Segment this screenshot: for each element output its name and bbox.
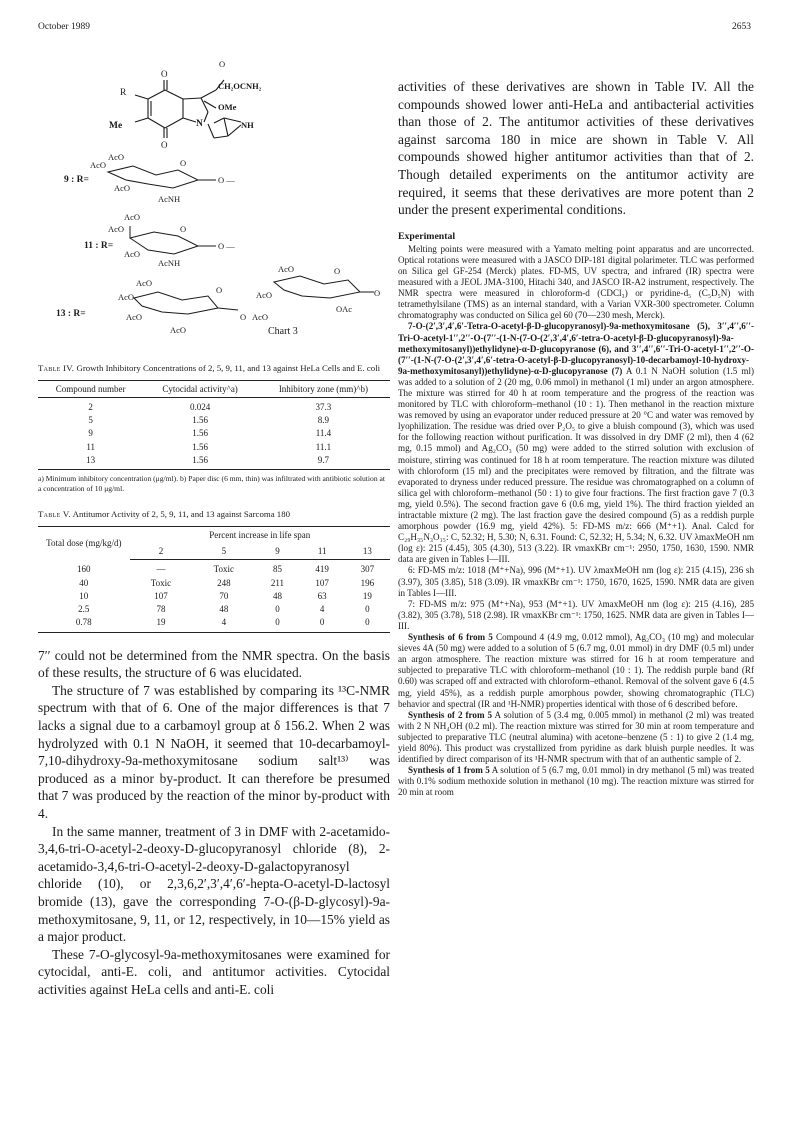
o-13-tail: O — [374, 288, 381, 298]
acO-9c: AcO — [114, 183, 131, 193]
cell: 9 — [88, 428, 93, 439]
table-row — [38, 414, 390, 427]
chart-3-caption: Chart 3 — [268, 326, 298, 337]
experimental-paragraph — [398, 321, 754, 565]
paragraph: The structure of 7 was established by comparing its ¹³C-NMR spectrum with that of 6. One of the major differences is that 7 lacks a signal due to a carbamoyl group at δ 156.2. When 2 was hydrolyzed with 0.1 N NaOH, it seemed that 10-decarbamoyl-7,10-dihydroxy-9a-methoxymitosane sodium salt¹³⁾ was produced as a minor by-product. It can therefore be presumed that 7 was produced by the reaction of the minor by-product with 4. — [38, 682, 390, 821]
table-4-footnote: a) Minimum inhibitory concentration (μg/ml). b) Paper disc (6 mm, thin) was infiltrated with antibiotic solution at a concentration of 10 μg/ml. — [38, 474, 385, 493]
cell: 1.56 — [192, 415, 208, 426]
acO-13b: AcO — [118, 292, 135, 302]
cell: 11 — [86, 441, 95, 452]
label-ome: OMe — [218, 102, 237, 112]
experimental-paragraph: Melting points were measured with a Yamato melting point apparatus and are uncorrected. Optical rotations were measured with a JASCO DIP-181 digital polarimeter. TLC was performed on Silica gel GF-254 (Merck) plates. FD-MS, UV spectra, and infrared (IR) spectra were measured with a JEOL JMA-3100, Hitachi 340, and JASCO IR-A2 instrument, respectively. The NMR spectra were measured in chloroform-d (CDCl₃) or pyridine-d₅ (C₅D₅N) with tetramethylsilane (TMS) as an internal standard, with a Varian VXR-300 spectrometer. Column chromatography was conducted on Silica gel 60 (70—230 mesh, Merck). — [398, 243, 754, 321]
acnh-9: AcNH — [158, 194, 181, 204]
cell: Toxic — [213, 564, 235, 575]
cell: 19 — [362, 590, 372, 601]
right-intro-text — [398, 78, 754, 219]
cell: 78 — [156, 604, 166, 615]
paragraph: In the same manner, treatment of 3 in DMF with 2-acetamido-3,4,6-tri-O-acetyl-2-deoxy-D-glucopyranosyl chloride (8), 2-acetamido-3,4,6-tri-O-acetyl-2-deoxy-D-galactopyranosyl chloride (10), or 2,3,6,2′,3′,4′,6′-hepta-O-acetyl-D-lactosyl bromide (13), gave the corresponding 7-O-(β-D-glycosyl)-9a-methoxymitosane, 9, 11, or 12, respectively, in 10—15% yield as a major product. — [38, 823, 390, 945]
right-column — [398, 78, 754, 798]
procedure-text: A 0.1 N NaOH solution (1.5 ml) was added to a solution of 2 (20 mg, 0.06 mmol) in methanol (1 ml) under an argon atmosphere. The mixture was stirred for 40 h at room temperature and the progress of the reaction was monitored by TLC with chloroform–methanol (10 : 1). Then methanol in the reaction mixture was removed by using an evaporator under reduced pressure at 20 °C and water was removed by lyophilization. The residue was dried over P₂O₅ to give a bluish compound (3), which was used for the following reaction without purification. It was dissolved in dry DMF (2 ml), then 4 (62 mg, 0.15 mmol) and Ag₂CO₃ (50 mg) were added to the stirred solution with exclusion of moisture, stirring was continued for 18 h at room temperature. The reaction mixture was diluted with chloroform (15 ml) and the precipitates were removed by filtration, and the filtrate was evaporated to dryness under reduced pressure. The residue was chromatographed on a column of silica gel with chloroform–methanol (50 : 1) to give four fractions. The first fraction gave 7 (0.3 mg, yield 0.5%). The second fraction gave 6 (0.6 mg, yield 1%). The third fraction yielded an intractable mixture (2 mg). The last fraction gave the desired compound (5) as a reddish purple amorphous powder (16.9 mg, yield 42%). 5: FD-MS m/z: 666 (M⁺+1). Anal. Calcd for C₂₉H₃₅N₃O₁₅: C, 52.32; H, 5.30; N, 6.31. Found: C, 52.32; H, 5.34; N, 6.32. UV λmaxMeOH nm (log ε): 215 (4.45), 305 (4.30), 513 (3.22). IR νmaxKBr cm⁻¹: 2950, 1750, 1630, 1590. NMR data are given in Tables I—III. — [398, 365, 754, 565]
cell: 107 — [154, 590, 168, 601]
table-5-col-9: 9 — [255, 543, 299, 560]
cell: 70 — [219, 590, 229, 601]
table-row — [38, 397, 390, 414]
cell: 2 — [88, 401, 93, 412]
synthesis-title: Synthesis of 2 from 5 — [408, 709, 493, 720]
cell: 1.56 — [192, 441, 208, 452]
table-row — [38, 603, 390, 616]
table-row — [38, 454, 390, 470]
acO-13f: AcO — [278, 264, 295, 274]
cell: 1.56 — [143, 454, 257, 470]
procedure-text: A solution of 5 (6.7 mg, 0.01 mmol) in dry methanol (5 ml) was treated with 0.1% sodium methoxide solution in methanol (10 mg). The reaction mixture was stirred for 20 min at room — [398, 765, 754, 798]
table-4-header-inhibitory: Inhibitory zone (mm)^b) — [257, 380, 390, 397]
label-carbamate-o: O — [219, 60, 226, 69]
acO-13c: AcO — [126, 312, 143, 322]
acO-13g: AcO — [256, 290, 273, 300]
acO-13d: AcO — [170, 325, 187, 335]
procedure-text: A solution of 5 (3.4 mg, 0.005 mmol) in methanol (2 ml) was treated with 2 N NH₄OH (0.2 ml). The reaction mixture was stirred for 30 min at room temperature and subjected to preparative TLC (neutral alumina) with acetone–benzene (5 : 1) to give 2 (1.4 mg, yield 80%). This product was crystallized from pyridine as dark bluish purple needles. It was identified by direct comparison of its ¹H-NMR spectrum with that of an authentic sample of 2. — [398, 709, 754, 765]
cell: 40 — [79, 577, 89, 588]
label-o-bottom: O — [161, 140, 168, 150]
table-4-caption-text: Growth Inhibitory Concentrations of 2, 5, 9, 11, and 13 against HeLa Cells and E. coli — [76, 363, 381, 373]
table-row — [38, 560, 390, 577]
o-13b: O — [334, 266, 341, 276]
cell: 85 — [272, 564, 282, 575]
cell: 0.78 — [38, 616, 130, 632]
table-4 — [38, 380, 390, 471]
cell: 4 — [192, 616, 255, 632]
paragraph: activities of these derivatives are shown in Table IV. All the compounds showed lower anti-HeLa and antibacterial activities than those of 2. The antitumor activities of these derivatives against sarcoma 180 in mice are shown in Table V. All compounds showed higher antitumor activities than that of 2. Though detailed experiments on the antitumor activity are required, it seems that these derivatives are more potent than 2 under the present experimental conditions. — [398, 79, 754, 218]
table-5-col-5: 5 — [192, 543, 255, 560]
cell: 10 — [79, 590, 89, 601]
table-5 — [38, 526, 390, 633]
paragraph: These 7-O-glycosyl-9a-methoxymitosanes were examined for cytocidal, anti-E. coli, and antitumor activities. Cytocidal activities against HeLa cells and anti-E. coli — [38, 946, 390, 997]
experimental-paragraph — [398, 632, 754, 710]
cell: 5 — [88, 415, 93, 426]
cell: 37.3 — [315, 401, 332, 412]
label-me: Me — [109, 121, 123, 131]
label-11: 11 : R= — [84, 241, 114, 251]
table-5-col-2: 2 — [130, 543, 193, 560]
cell: 13 — [38, 454, 143, 470]
chemical-structures-drawing — [38, 60, 390, 345]
cell: 0 — [345, 616, 390, 632]
experimental-paragraph — [398, 765, 754, 798]
label-nh: NH — [241, 120, 254, 130]
acO-11a: AcO — [124, 212, 141, 222]
table-row — [38, 441, 390, 454]
table-row — [38, 577, 390, 590]
table-row — [38, 616, 390, 632]
oac-13: OAc — [336, 304, 353, 314]
cell: 11.4 — [315, 428, 332, 439]
table-5-caption-text: Antitumor Activity of 2, 5, 9, 11, and 13 against Sarcoma 180 — [72, 509, 290, 520]
table-5-header-dose: Total dose (mg/kg/d) — [38, 526, 130, 560]
acO-11c: AcO — [124, 249, 141, 259]
o-13-link: O — [240, 312, 247, 322]
table-4-header-compound: Compound number — [38, 380, 143, 397]
table-5-block — [38, 509, 390, 632]
experimental-paragraph: 7: FD-MS m/z: 975 (M⁺+Na), 953 (M⁺+1). UV λmaxMeOH nm (log ε): 215 (4.16), 285 (3.82), 305 (3.78), 518 (2.98). IR νmaxKBr cm⁻¹: 1750, 1625. NMR data are given in Tables I—III. — [398, 598, 754, 631]
acO-9b: AcO — [108, 152, 125, 162]
label-o-top: O — [161, 69, 168, 79]
experimental-paragraph: 6: FD-MS m/z: 1018 (M⁺+Na), 996 (M⁺+1). UV λmaxMeOH nm (log ε): 215 (4.15), 236 sh (3.97), 305 (3.85), 518 (3.09). IR νmaxKBr cm⁻¹: 1750, 1670, 1625, 1590. NMR data are given in Tables I—III. — [398, 565, 754, 598]
table-5-col-13: 13 — [345, 543, 390, 560]
table-5-label: Table V. — [38, 509, 71, 520]
page-number: 2653 — [732, 22, 751, 32]
cell: 48 — [272, 590, 282, 601]
acO-13e: AcO — [252, 312, 269, 322]
cell: 196 — [360, 577, 375, 588]
cell: 0 — [255, 616, 299, 632]
label-9: 9 : R= — [64, 175, 89, 185]
table-row — [38, 427, 390, 440]
table-4-block — [38, 363, 390, 493]
cell: 2.5 — [78, 604, 90, 615]
cell: 63 — [317, 590, 327, 601]
cell: 419 — [315, 564, 329, 575]
cell: 11.1 — [315, 441, 332, 452]
cell: 9.7 — [257, 454, 390, 470]
cell: 107 — [315, 577, 329, 588]
cell: 160 — [77, 564, 91, 575]
cell: 48 — [219, 604, 229, 615]
cell: Toxic — [150, 577, 172, 588]
cell: 248 — [217, 577, 231, 588]
o-13a: O — [216, 285, 223, 295]
left-body-text — [38, 647, 390, 999]
label-carbamate: CH₂OCNH₂ — [218, 81, 262, 91]
cell: 307 — [360, 564, 375, 575]
sugar-11-drawing — [130, 226, 216, 254]
cell: 0.024 — [189, 401, 211, 412]
acO-9a: AcO — [90, 160, 107, 170]
experimental-paragraph — [398, 710, 754, 765]
paragraph: 7′′ could not be determined from the NMR spectra. On the basis of these results, the structure of 6 was elucidated. — [38, 647, 390, 681]
cell: 0 — [275, 604, 280, 615]
cell: 0 — [365, 604, 370, 615]
table-4-caption — [38, 363, 390, 374]
table-5-col-11: 11 — [300, 543, 345, 560]
compound-title: 7-O-(2′,3′,4′,6′-Tetra-O-acetyl-β-D-glucopyranosyl)-9a-methoxymitosane (5), 3′′,4′′,6′′-Tri-O-acetyl-1′′,2′′-O-(7′′-(1-N-(7-O-(2′,3′,4′,6′-tetra-O-acetyl-β-D-glucopyranosyl)-9a-methoxymitosanyl))ethylidyne)-α-D-glucopyranose (6), and 3′′,4′′,6′′-Tri-O-acetyl-1′′,2′′-O-(7′′-(1-N-(7-O-(2′,3′,4′,6′-tetra-O-acetyl-β-D-glucopyranosyl)-10-decarbamoyl-10-hydroxy-9a-methoxymitosanyl))ethylidyne)-α-D-glucopyranose (7) — [398, 321, 754, 376]
label-n: N — [196, 119, 203, 129]
dash-o-11: O — — [218, 241, 235, 251]
acnh-11: AcNH — [158, 258, 181, 268]
left-column — [38, 60, 390, 998]
cell: 8.9 — [317, 415, 330, 426]
cell: — — [156, 564, 166, 575]
dash-o-9: O — — [218, 175, 235, 185]
experimental-heading: Experimental — [398, 230, 456, 242]
table-4-label: Table IV. — [38, 363, 75, 373]
running-header-date: October 1989 — [38, 22, 90, 32]
procedure-text: Compound 4 (4.9 mg, 0.012 mmol), Ag₂CO₃ (10 mg) and molecular sieves 4A (50 mg) were added to a solution of 5 (6.7 mg, 0.01 mmol) in dry DMF (0.5 ml) under an argon atmosphere. The reaction mixture was stirred for 16 h at room temperature and subjected to preparative TLC with chloroform–methanol (10 : 1). The reddish purple band (Rf 0.60) was scraped off and extracted with chloroform–ethanol. Removal of the solvent gave 6 (4.5 mg, yield 45%), as a reddish purple amorphous powder, showing chromatographic (TLC) behavior and spectral (IR and ¹H-NMR) properties identical with those of 6 described before. — [398, 632, 754, 709]
chart-3-structures — [38, 60, 390, 345]
synthesis-title: Synthesis of 1 from 5 — [408, 765, 490, 776]
cell: 1.56 — [192, 428, 208, 439]
acO-13a: AcO — [136, 278, 153, 288]
label-r: R — [120, 88, 127, 98]
o-9: O — [180, 158, 187, 168]
cell: 19 — [130, 616, 193, 632]
o-11: O — [180, 224, 187, 234]
table-4-header-cytocidal: Cytocidal activity^a) — [143, 380, 257, 397]
table-row — [38, 590, 390, 603]
cell: 211 — [270, 577, 285, 588]
table-5-caption — [38, 509, 390, 520]
cell: 4 — [319, 604, 325, 615]
label-13: 13 : R= — [56, 309, 86, 319]
acO-11b: AcO — [108, 224, 125, 234]
table-5-header-span: Percent increase in life span — [130, 526, 390, 543]
cell: 0 — [300, 616, 345, 632]
synthesis-title: Synthesis of 6 from 5 — [408, 632, 493, 643]
